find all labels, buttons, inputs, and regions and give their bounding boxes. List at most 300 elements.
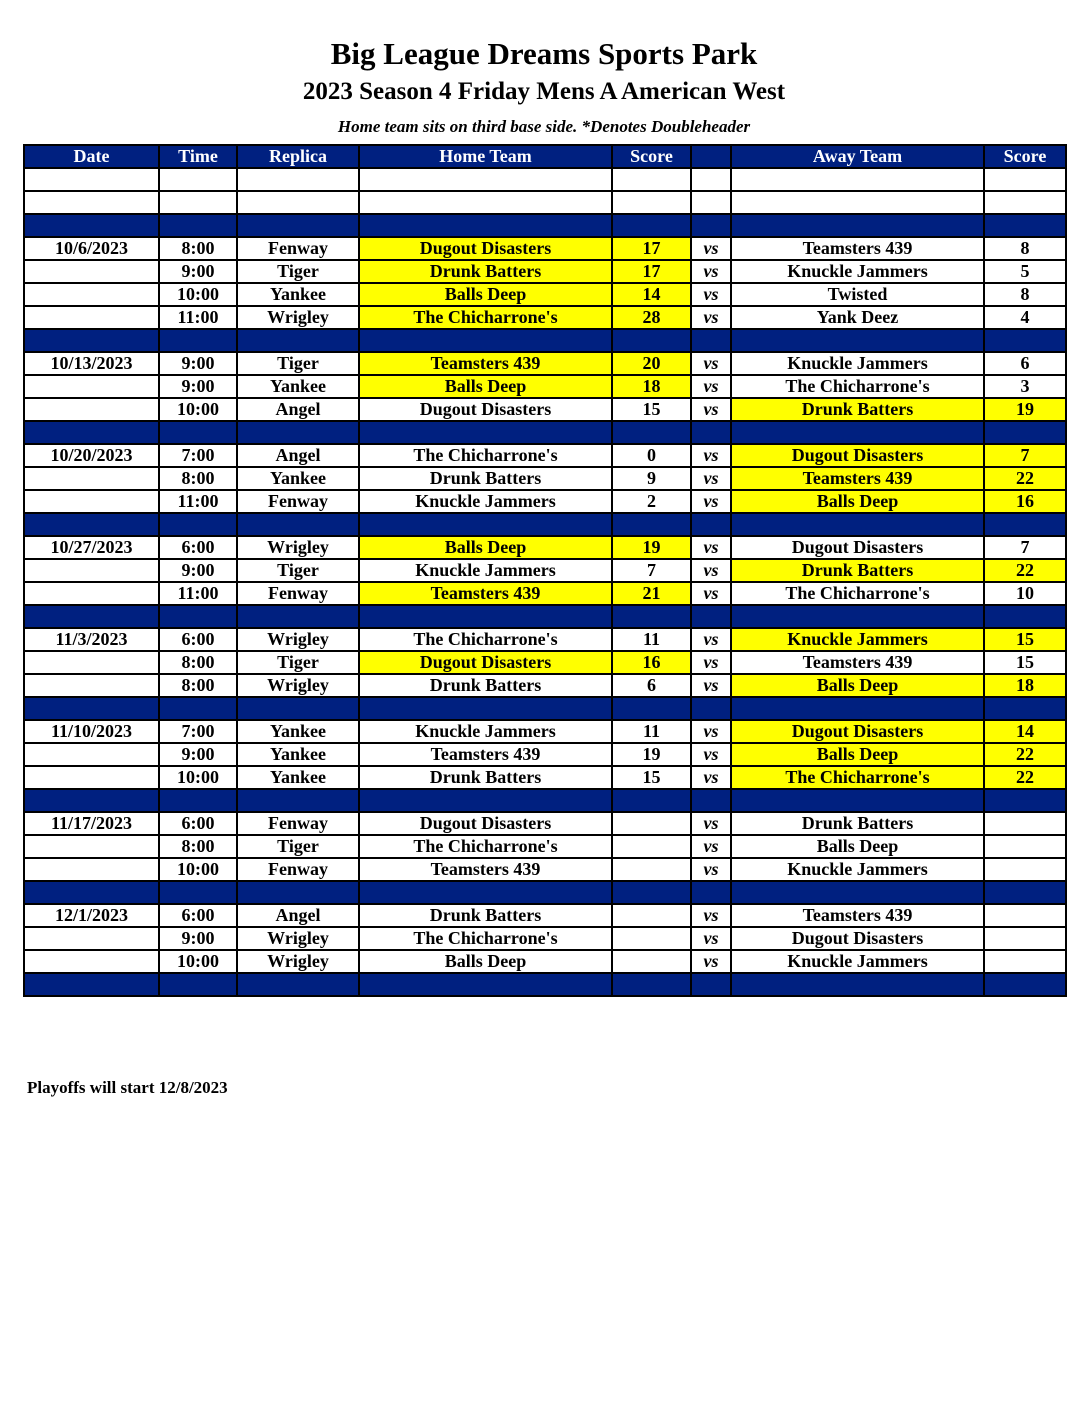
away-score-cell: 6 (984, 352, 1066, 375)
away-score-cell: 5 (984, 260, 1066, 283)
replica-cell (237, 191, 359, 214)
away-score-cell: 19 (984, 398, 1066, 421)
home-team-cell: Dugout Disasters (359, 398, 612, 421)
replica-cell (237, 605, 359, 628)
home-team-cell (359, 191, 612, 214)
playoffs-note: Playoffs will start 12/8/2023 (27, 1078, 228, 1097)
replica-cell: Angel (237, 444, 359, 467)
vs-cell (691, 214, 731, 237)
away-team-cell: Teamsters 439 (731, 467, 984, 490)
away-team-cell: Teamsters 439 (731, 904, 984, 927)
home-team-cell: The Chicharrone's (359, 444, 612, 467)
home-team-cell: Knuckle Jammers (359, 720, 612, 743)
time-cell (159, 214, 237, 237)
home-score-cell (612, 421, 691, 444)
replica-cell: Fenway (237, 582, 359, 605)
away-score-cell (984, 697, 1066, 720)
date-cell: 12/1/2023 (24, 904, 159, 927)
replica-cell: Wrigley (237, 306, 359, 329)
away-score-cell (984, 973, 1066, 996)
replica-cell (237, 789, 359, 812)
home-score-cell (612, 904, 691, 927)
col-away-score: Score (984, 145, 1066, 168)
replica-cell: Angel (237, 398, 359, 421)
home-score-cell (612, 789, 691, 812)
away-score-cell (984, 513, 1066, 536)
time-cell (159, 191, 237, 214)
home-score-cell: 14 (612, 283, 691, 306)
away-team-cell (731, 881, 984, 904)
col-home-team: Home Team (359, 145, 612, 168)
time-cell: 10:00 (159, 858, 237, 881)
game-row (24, 352, 1066, 375)
away-team-cell: Balls Deep (731, 743, 984, 766)
away-team-cell: Dugout Disasters (731, 444, 984, 467)
date-cell (24, 306, 159, 329)
home-score-cell (612, 950, 691, 973)
home-team-cell: Balls Deep (359, 536, 612, 559)
home-score-cell: 17 (612, 237, 691, 260)
vs-cell: vs (691, 467, 731, 490)
schedule-table (23, 144, 1067, 997)
date-cell (24, 260, 159, 283)
home-score-cell: 0 (612, 444, 691, 467)
away-team-cell (731, 329, 984, 352)
date-cell (24, 927, 159, 950)
away-team-cell: Balls Deep (731, 490, 984, 513)
time-cell: 8:00 (159, 651, 237, 674)
vs-cell: vs (691, 352, 731, 375)
game-row (24, 582, 1066, 605)
game-row (24, 628, 1066, 651)
time-cell: 8:00 (159, 674, 237, 697)
date-cell (24, 605, 159, 628)
home-score-cell (612, 214, 691, 237)
game-row (24, 398, 1066, 421)
home-team-cell: Drunk Batters (359, 467, 612, 490)
date-cell (24, 329, 159, 352)
replica-cell: Yankee (237, 766, 359, 789)
away-team-cell (731, 421, 984, 444)
time-cell: 11:00 (159, 490, 237, 513)
time-cell: 8:00 (159, 467, 237, 490)
home-score-cell: 18 (612, 375, 691, 398)
game-row (24, 835, 1066, 858)
time-cell: 6:00 (159, 628, 237, 651)
vs-cell: vs (691, 306, 731, 329)
time-cell: 7:00 (159, 720, 237, 743)
date-cell (24, 881, 159, 904)
time-cell: 6:00 (159, 536, 237, 559)
vs-cell: vs (691, 651, 731, 674)
away-team-cell (731, 973, 984, 996)
home-team-cell (359, 697, 612, 720)
away-team-cell: Knuckle Jammers (731, 260, 984, 283)
home-score-cell (612, 927, 691, 950)
home-team-cell (359, 789, 612, 812)
away-score-cell (984, 605, 1066, 628)
away-score-cell (984, 812, 1066, 835)
date-cell (24, 467, 159, 490)
date-cell: 11/17/2023 (24, 812, 159, 835)
home-score-cell: 16 (612, 651, 691, 674)
away-team-cell (731, 605, 984, 628)
away-score-cell: 14 (984, 720, 1066, 743)
away-team-cell: Yank Deez (731, 306, 984, 329)
vs-cell: vs (691, 398, 731, 421)
date-cell (24, 582, 159, 605)
replica-cell (237, 168, 359, 191)
vs-cell (691, 329, 731, 352)
away-team-cell: Twisted (731, 283, 984, 306)
replica-cell: Tiger (237, 260, 359, 283)
date-cell (24, 973, 159, 996)
home-score-cell: 15 (612, 398, 691, 421)
home-team-cell (359, 214, 612, 237)
replica-cell: Wrigley (237, 927, 359, 950)
game-row (24, 812, 1066, 835)
replica-cell: Fenway (237, 490, 359, 513)
date-cell: 10/13/2023 (24, 352, 159, 375)
separator-row (24, 881, 1066, 904)
away-score-cell: 7 (984, 536, 1066, 559)
empty-row (24, 168, 1066, 191)
home-team-cell: Drunk Batters (359, 766, 612, 789)
away-score-cell: 8 (984, 237, 1066, 260)
replica-cell (237, 697, 359, 720)
away-team-cell: Drunk Batters (731, 812, 984, 835)
time-cell: 10:00 (159, 398, 237, 421)
vs-cell (691, 973, 731, 996)
replica-cell: Yankee (237, 375, 359, 398)
home-score-cell (612, 835, 691, 858)
home-team-cell: Balls Deep (359, 283, 612, 306)
away-score-cell: 15 (984, 628, 1066, 651)
page-note: Home team sits on third base side. *Denotes Doubleheader (337, 117, 751, 136)
game-row (24, 490, 1066, 513)
game-row (24, 651, 1066, 674)
away-score-cell (984, 789, 1066, 812)
vs-cell: vs (691, 674, 731, 697)
col-time: Time (159, 145, 237, 168)
date-cell (24, 283, 159, 306)
away-score-cell: 10 (984, 582, 1066, 605)
home-team-cell: Balls Deep (359, 950, 612, 973)
home-team-cell: Teamsters 439 (359, 352, 612, 375)
vs-cell (691, 421, 731, 444)
away-score-cell (984, 881, 1066, 904)
home-score-cell: 17 (612, 260, 691, 283)
replica-cell: Wrigley (237, 536, 359, 559)
away-team-cell (731, 168, 984, 191)
page-title: Big League Dreams Sports Park (330, 36, 758, 71)
home-team-cell: Drunk Batters (359, 904, 612, 927)
col-away-team: Away Team (731, 145, 984, 168)
away-team-cell (731, 513, 984, 536)
time-cell: 10:00 (159, 950, 237, 973)
replica-cell: Wrigley (237, 628, 359, 651)
away-team-cell: Knuckle Jammers (731, 352, 984, 375)
away-score-cell (984, 421, 1066, 444)
away-score-cell: 22 (984, 743, 1066, 766)
vs-cell: vs (691, 628, 731, 651)
away-team-cell: The Chicharrone's (731, 766, 984, 789)
home-score-cell: 11 (612, 628, 691, 651)
col-replica: Replica (237, 145, 359, 168)
time-cell: 8:00 (159, 835, 237, 858)
home-team-cell: Teamsters 439 (359, 743, 612, 766)
time-cell: 6:00 (159, 904, 237, 927)
home-score-cell: 9 (612, 467, 691, 490)
game-row (24, 444, 1066, 467)
replica-cell: Tiger (237, 651, 359, 674)
home-score-cell: 28 (612, 306, 691, 329)
replica-cell (237, 973, 359, 996)
date-cell: 10/20/2023 (24, 444, 159, 467)
date-cell (24, 191, 159, 214)
home-score-cell: 11 (612, 720, 691, 743)
vs-cell: vs (691, 559, 731, 582)
away-team-cell: Drunk Batters (731, 398, 984, 421)
home-team-cell (359, 168, 612, 191)
replica-cell (237, 329, 359, 352)
time-cell: 7:00 (159, 444, 237, 467)
home-team-cell (359, 973, 612, 996)
time-cell: 6:00 (159, 812, 237, 835)
away-score-cell: 22 (984, 467, 1066, 490)
vs-cell: vs (691, 835, 731, 858)
away-score-cell (984, 191, 1066, 214)
vs-cell (691, 697, 731, 720)
date-cell (24, 490, 159, 513)
header-row (24, 145, 1066, 168)
date-cell (24, 789, 159, 812)
page-subtitle: 2023 Season 4 Friday Mens A American West (302, 78, 786, 105)
replica-cell: Fenway (237, 812, 359, 835)
vs-cell (691, 605, 731, 628)
home-team-cell: The Chicharrone's (359, 628, 612, 651)
game-row (24, 260, 1066, 283)
vs-cell: vs (691, 743, 731, 766)
game-row (24, 858, 1066, 881)
home-score-cell: 19 (612, 536, 691, 559)
away-team-cell: The Chicharrone's (731, 375, 984, 398)
away-score-cell: 16 (984, 490, 1066, 513)
vs-cell: vs (691, 812, 731, 835)
separator-row (24, 789, 1066, 812)
away-score-cell (984, 950, 1066, 973)
away-team-cell: Knuckle Jammers (731, 858, 984, 881)
separator-row (24, 214, 1066, 237)
vs-cell (691, 789, 731, 812)
time-cell (159, 329, 237, 352)
game-row (24, 904, 1066, 927)
home-team-cell: Dugout Disasters (359, 651, 612, 674)
vs-cell: vs (691, 904, 731, 927)
vs-cell: vs (691, 237, 731, 260)
vs-cell (691, 881, 731, 904)
home-score-cell (612, 191, 691, 214)
separator-row (24, 421, 1066, 444)
date-cell (24, 375, 159, 398)
vs-cell: vs (691, 490, 731, 513)
home-team-cell: Dugout Disasters (359, 812, 612, 835)
date-cell (24, 858, 159, 881)
time-cell (159, 421, 237, 444)
game-row (24, 467, 1066, 490)
col-vs (691, 145, 731, 168)
game-row (24, 674, 1066, 697)
date-cell (24, 168, 159, 191)
replica-cell: Tiger (237, 835, 359, 858)
home-score-cell: 19 (612, 743, 691, 766)
away-team-cell: Knuckle Jammers (731, 950, 984, 973)
away-score-cell: 15 (984, 651, 1066, 674)
date-cell (24, 697, 159, 720)
replica-cell: Wrigley (237, 674, 359, 697)
home-score-cell (612, 513, 691, 536)
home-team-cell: Teamsters 439 (359, 858, 612, 881)
away-team-cell: Teamsters 439 (731, 651, 984, 674)
away-team-cell: Drunk Batters (731, 559, 984, 582)
away-score-cell (984, 835, 1066, 858)
time-cell: 8:00 (159, 237, 237, 260)
time-cell: 9:00 (159, 352, 237, 375)
replica-cell (237, 214, 359, 237)
away-team-cell: Balls Deep (731, 674, 984, 697)
home-team-cell: Drunk Batters (359, 674, 612, 697)
replica-cell (237, 881, 359, 904)
vs-cell: vs (691, 582, 731, 605)
date-cell (24, 766, 159, 789)
separator-row (24, 513, 1066, 536)
home-team-cell: Balls Deep (359, 375, 612, 398)
replica-cell: Angel (237, 904, 359, 927)
replica-cell: Fenway (237, 858, 359, 881)
vs-cell: vs (691, 950, 731, 973)
away-team-cell: Dugout Disasters (731, 720, 984, 743)
date-cell (24, 214, 159, 237)
home-team-cell (359, 513, 612, 536)
away-team-cell: The Chicharrone's (731, 582, 984, 605)
time-cell: 11:00 (159, 582, 237, 605)
home-score-cell (612, 605, 691, 628)
replica-cell: Yankee (237, 467, 359, 490)
away-score-cell (984, 168, 1066, 191)
vs-cell (691, 168, 731, 191)
replica-cell: Yankee (237, 720, 359, 743)
time-cell: 9:00 (159, 927, 237, 950)
home-team-cell (359, 329, 612, 352)
vs-cell: vs (691, 444, 731, 467)
vs-cell: vs (691, 375, 731, 398)
date-cell: 10/27/2023 (24, 536, 159, 559)
home-score-cell: 15 (612, 766, 691, 789)
vs-cell: vs (691, 720, 731, 743)
home-team-cell: The Chicharrone's (359, 306, 612, 329)
replica-cell (237, 421, 359, 444)
away-team-cell: Knuckle Jammers (731, 628, 984, 651)
away-team-cell (731, 214, 984, 237)
home-score-cell (612, 973, 691, 996)
vs-cell: vs (691, 283, 731, 306)
date-cell (24, 421, 159, 444)
home-score-cell: 6 (612, 674, 691, 697)
away-score-cell: 7 (984, 444, 1066, 467)
time-cell (159, 513, 237, 536)
time-cell: 9:00 (159, 743, 237, 766)
away-score-cell: 18 (984, 674, 1066, 697)
home-score-cell (612, 697, 691, 720)
vs-cell: vs (691, 766, 731, 789)
away-score-cell (984, 904, 1066, 927)
separator-row (24, 329, 1066, 352)
home-team-cell: The Chicharrone's (359, 835, 612, 858)
away-score-cell: 22 (984, 766, 1066, 789)
game-row (24, 283, 1066, 306)
date-cell (24, 835, 159, 858)
date-cell (24, 950, 159, 973)
schedule-body (24, 168, 1066, 996)
col-date: Date (24, 145, 159, 168)
home-team-cell: Teamsters 439 (359, 582, 612, 605)
game-row (24, 743, 1066, 766)
home-score-cell (612, 329, 691, 352)
home-team-cell: Dugout Disasters (359, 237, 612, 260)
date-cell (24, 743, 159, 766)
away-score-cell: 22 (984, 559, 1066, 582)
away-team-cell (731, 191, 984, 214)
time-cell (159, 168, 237, 191)
away-team-cell (731, 789, 984, 812)
away-team-cell: Dugout Disasters (731, 927, 984, 950)
vs-cell: vs (691, 858, 731, 881)
date-cell: 11/10/2023 (24, 720, 159, 743)
replica-cell (237, 513, 359, 536)
game-row (24, 766, 1066, 789)
vs-cell: vs (691, 260, 731, 283)
game-row (24, 306, 1066, 329)
time-cell: 10:00 (159, 283, 237, 306)
time-cell: 11:00 (159, 306, 237, 329)
time-cell: 9:00 (159, 375, 237, 398)
home-score-cell (612, 858, 691, 881)
time-cell: 10:00 (159, 766, 237, 789)
away-score-cell (984, 927, 1066, 950)
home-score-cell (612, 881, 691, 904)
away-team-cell: Balls Deep (731, 835, 984, 858)
home-score-cell: 20 (612, 352, 691, 375)
separator-row (24, 973, 1066, 996)
replica-cell: Wrigley (237, 950, 359, 973)
away-score-cell: 8 (984, 283, 1066, 306)
vs-cell: vs (691, 927, 731, 950)
away-team-cell (731, 697, 984, 720)
time-cell (159, 697, 237, 720)
separator-row (24, 697, 1066, 720)
away-score-cell: 3 (984, 375, 1066, 398)
empty-row (24, 191, 1066, 214)
home-team-cell: Knuckle Jammers (359, 559, 612, 582)
replica-cell: Tiger (237, 559, 359, 582)
home-team-cell: Drunk Batters (359, 260, 612, 283)
game-row (24, 927, 1066, 950)
home-team-cell (359, 421, 612, 444)
date-cell: 11/3/2023 (24, 628, 159, 651)
date-cell (24, 513, 159, 536)
time-cell (159, 605, 237, 628)
game-row (24, 720, 1066, 743)
